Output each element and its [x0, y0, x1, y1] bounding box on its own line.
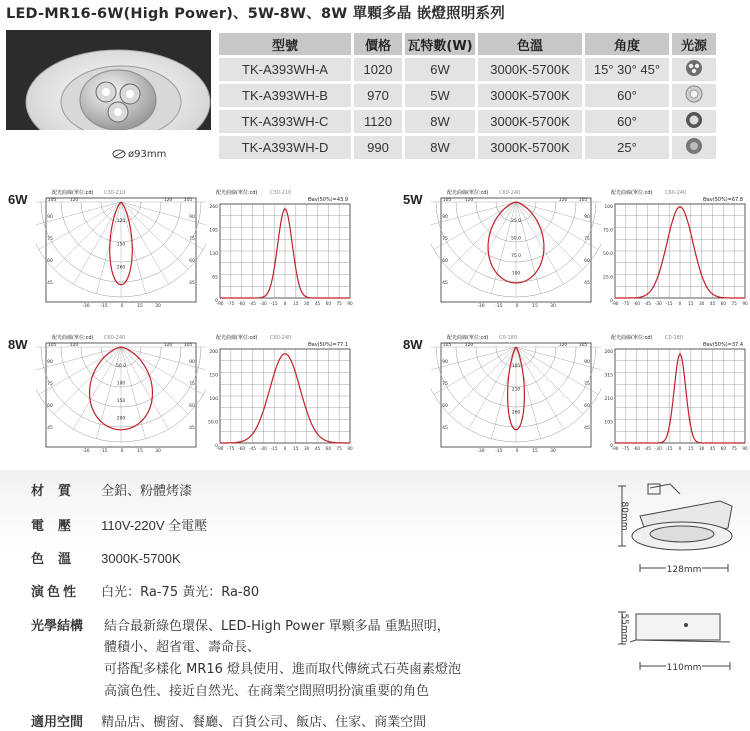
polar-top-label: 120	[464, 198, 474, 203]
polar-chart-title: 配光曲線(單位:cd)	[52, 335, 94, 341]
polar-left-label: 90	[47, 360, 53, 365]
polar-chart-code: C60-240	[104, 335, 126, 341]
table-row	[219, 136, 716, 159]
rect-chart	[601, 331, 750, 455]
mr16-bulb-icon	[683, 137, 705, 155]
rect-y-tick: 75.0	[602, 228, 613, 234]
rect-x-tick: 90	[347, 301, 353, 306]
wattage-label: 8W	[8, 337, 28, 352]
cct-value: 3000K-5700K	[101, 551, 181, 566]
cell-angle: 25°	[585, 136, 669, 159]
downlight-product-image	[6, 30, 211, 165]
polar-right-label: 60	[189, 259, 195, 264]
rect-eav-label: Θav(50%)=43.9	[307, 197, 348, 203]
polar-chart	[36, 186, 206, 310]
rect-eav-label: Θav(50%)=37.4	[702, 342, 743, 348]
cell-price: 990	[354, 136, 402, 159]
polar-bottom-label: -30	[82, 304, 90, 309]
rect-x-tick: -15	[270, 446, 278, 451]
cell-model: TK-A393WH-A	[219, 58, 351, 81]
rect-y-tick: 130	[209, 252, 218, 257]
rect-x-tick: -75	[227, 446, 235, 451]
optics-row	[31, 615, 97, 634]
polar-top-label: 105	[578, 198, 588, 203]
voltage-row	[31, 515, 207, 534]
polar-right-label: 90	[584, 215, 590, 220]
rect-y-tick: 260	[209, 205, 218, 210]
polar-bottom-label: -15	[495, 449, 503, 454]
polar-top-label: 120	[69, 343, 79, 348]
rect-x-tick: 0	[678, 446, 682, 451]
polar-left-label: 45	[47, 426, 53, 431]
cell-angle: 60°	[585, 84, 669, 107]
polar-ring-label: 210	[511, 387, 521, 393]
cri-label: 演色性	[31, 585, 80, 600]
cell-wattage: 8W	[405, 110, 475, 133]
wattage-label: 5W	[403, 192, 423, 207]
polar-top-label: 105	[183, 198, 193, 203]
header-wattage: 瓦特數(W)	[405, 33, 475, 55]
cell-model: TK-A393WH-B	[219, 84, 351, 107]
rect-x-tick: 30	[698, 301, 705, 306]
space-value: 精品店、櫥窗、餐廳、百貨公司、飯店、住家、商業空間	[101, 715, 427, 730]
table-row	[219, 110, 716, 133]
polar-left-label: 45	[442, 281, 448, 286]
rect-x-tick: 45	[314, 446, 321, 451]
rect-x-tick: 60	[325, 301, 332, 306]
polar-top-label: 120	[558, 198, 568, 203]
rect-x-tick: -15	[665, 446, 673, 451]
optics-line: 高演色性、接近自然光、在商業空間照明扮演重要的角色	[104, 684, 430, 699]
polar-left-label: 90	[47, 215, 53, 220]
polar-bottom-label: 30	[550, 304, 556, 309]
rect-x-tick: -90	[216, 301, 224, 306]
polar-ring-label: 25.0	[510, 219, 522, 224]
table-row	[219, 58, 716, 81]
polar-left-label: 90	[442, 360, 448, 365]
header-angle: 角度	[585, 33, 669, 55]
rect-chart-code: C60-240	[665, 190, 687, 196]
polar-right-label: 60	[189, 404, 195, 409]
rect-x-tick: -15	[665, 301, 673, 306]
polar-right-label: 75	[584, 237, 590, 242]
rect-x-tick: -45	[249, 446, 256, 451]
polar-bottom-label: -15	[100, 449, 108, 454]
cri-value: 白光：Ra-75 黃光：Ra-80	[101, 585, 260, 600]
optics-line: 結合最新綠色環保、LED-High Power 單顆多晶 重點照明，	[104, 619, 450, 634]
polar-top-label: 120	[558, 343, 568, 348]
led-bulb-icon	[683, 59, 705, 77]
polar-bottom-label: -15	[100, 304, 108, 309]
polar-ring-label: 105	[511, 364, 521, 369]
polar-right-label: 45	[189, 426, 195, 431]
cell-light-source	[672, 136, 716, 159]
rect-y-tick: 0	[215, 444, 218, 449]
rect-chart	[206, 186, 356, 310]
polar-top-label: 120	[163, 198, 173, 203]
rect-x-tick: -60	[238, 301, 246, 306]
polar-ring-label: 50.0	[115, 364, 127, 369]
diameter-icon	[112, 147, 126, 161]
rect-x-tick: -45	[644, 446, 651, 451]
polar-right-label: 75	[584, 382, 590, 387]
optics-line: 可搭配多樣化 MR16 燈具使用、進而取代傳統式石英鹵素燈泡	[104, 662, 462, 677]
polar-chart-code: C30-210	[104, 190, 126, 196]
rect-x-tick: 60	[720, 301, 727, 306]
cri-row	[31, 581, 259, 600]
spec-table	[216, 30, 719, 162]
polar-top-label: 120	[464, 343, 474, 348]
cell-light-source	[672, 110, 716, 133]
polar-right-label: 45	[584, 281, 590, 286]
polar-top-label: 105	[183, 343, 193, 348]
polar-bottom-label: 0	[120, 304, 124, 309]
dim-width-1: 128mm	[666, 565, 702, 575]
rect-x-tick: -30	[654, 446, 662, 451]
rect-x-tick: -75	[227, 301, 235, 306]
rect-x-tick: -30	[259, 446, 267, 451]
mr16-bulb-icon	[683, 111, 705, 129]
rect-x-tick: 45	[709, 446, 716, 451]
polar-chart-code: C0-180	[499, 335, 518, 341]
rect-x-tick: 75	[731, 301, 737, 306]
material-value: 全鋁、粉體烤漆	[101, 484, 193, 499]
rect-y-tick: 105	[604, 420, 613, 426]
cell-model: TK-A393WH-C	[219, 110, 351, 133]
rect-y-tick: 0	[610, 444, 613, 449]
polar-bottom-label: -30	[82, 449, 90, 454]
polar-top-label: 105	[47, 198, 57, 203]
cell-angle: 15° 30° 45°	[585, 58, 669, 81]
rect-x-tick: 60	[720, 446, 727, 451]
rect-x-tick: -60	[633, 446, 641, 451]
polar-chart-code: C60-240	[499, 190, 521, 196]
cell-color-temp: 3000K-5700K	[478, 84, 582, 107]
rect-x-tick: 90	[347, 446, 353, 451]
header-model: 型號	[219, 33, 351, 55]
rect-x-tick: -30	[259, 301, 267, 306]
voltage-label: 電壓	[31, 519, 86, 534]
cell-color-temp: 3000K-5700K	[478, 136, 582, 159]
rect-x-tick: -90	[216, 446, 224, 451]
rect-y-tick: 0	[610, 299, 613, 304]
rect-x-tick: -45	[644, 301, 651, 306]
diameter-label: ø93mm	[128, 149, 167, 160]
polar-bottom-label: -30	[477, 304, 485, 309]
rect-x-tick: 15	[688, 446, 694, 451]
polar-chart	[36, 331, 206, 455]
polar-left-label: 75	[442, 382, 448, 387]
wattage-label: 6W	[8, 192, 28, 207]
rect-x-tick: 0	[283, 301, 287, 306]
rect-x-tick: -45	[249, 301, 256, 306]
polar-bottom-label: -15	[495, 304, 503, 309]
polar-bottom-label: 30	[155, 449, 161, 454]
cell-wattage: 8W	[405, 136, 475, 159]
rect-chart-title: 配光曲線(單位:cd)	[216, 335, 258, 341]
rect-x-tick: 30	[303, 446, 310, 451]
rect-y-tick: 65	[212, 275, 218, 281]
rect-x-tick: 90	[742, 301, 748, 306]
polar-bottom-label: 0	[515, 304, 519, 309]
rect-y-tick: 50.0	[602, 252, 613, 257]
polar-right-label: 75	[189, 237, 195, 242]
material-row	[31, 480, 192, 499]
polar-ring-label: 200	[116, 416, 126, 422]
rect-x-tick: -60	[238, 446, 246, 451]
rect-x-tick: -75	[622, 446, 630, 451]
polar-ring-label: 50.0	[510, 236, 522, 242]
rect-chart-title: 配光曲線(單位:cd)	[611, 190, 653, 196]
rect-chart-title: 配光曲線(單位:cd)	[216, 190, 258, 196]
polar-right-label: 60	[584, 259, 590, 264]
polar-ring-label: 150	[116, 242, 126, 248]
voltage-value: 110V-220V 全電壓	[101, 518, 208, 533]
rect-x-tick: 45	[314, 301, 321, 306]
rect-chart	[206, 331, 356, 455]
rect-x-tick: 0	[283, 446, 287, 451]
polar-top-label: 120	[163, 343, 173, 348]
cct-label: 色溫	[31, 552, 86, 567]
header-light-source: 光源	[672, 33, 716, 55]
rect-x-tick: 30	[698, 446, 705, 451]
optics-label: 光學結構	[31, 619, 84, 634]
cell-angle: 60°	[585, 110, 669, 133]
rect-y-tick: 0	[215, 299, 218, 304]
rect-chart-code: C30-210	[270, 190, 292, 196]
rect-x-tick: -90	[611, 301, 619, 306]
polar-left-label: 60	[442, 259, 448, 264]
rect-eav-label: Θav(50%)=67.8	[702, 197, 743, 203]
polar-bottom-label: 30	[550, 449, 556, 454]
cell-price: 1120	[354, 110, 402, 133]
polar-left-label: 60	[47, 259, 53, 264]
rect-x-tick: -90	[611, 446, 619, 451]
rect-chart-code: C60-240	[270, 335, 292, 341]
polar-left-label: 45	[47, 281, 53, 286]
polar-top-label: 105	[442, 343, 452, 348]
polar-right-label: 45	[584, 426, 590, 431]
rect-y-tick: 100	[209, 397, 218, 402]
polar-top-label: 105	[442, 198, 452, 203]
rect-x-tick: 30	[303, 301, 310, 306]
cell-color-temp: 3000K-5700K	[478, 58, 582, 81]
polar-bottom-label: -30	[477, 449, 485, 454]
cell-wattage: 6W	[405, 58, 475, 81]
table-row	[219, 84, 716, 107]
rect-y-tick: 210	[604, 397, 613, 402]
polar-top-label: 105	[47, 343, 57, 348]
polar-chart	[431, 186, 601, 310]
polar-right-label: 45	[189, 281, 195, 286]
polar-bottom-label: 0	[515, 449, 519, 454]
polar-bottom-label: 15	[532, 449, 538, 454]
cell-color-temp: 3000K-5700K	[478, 110, 582, 133]
polar-bottom-label: 15	[137, 449, 143, 454]
rect-x-tick: 75	[336, 301, 342, 306]
wattage-label: 8W	[403, 337, 423, 352]
polar-bottom-label: 15	[137, 304, 143, 309]
rect-x-tick: 15	[688, 301, 694, 306]
rect-x-tick: -75	[622, 301, 630, 306]
polar-ring-label: 75.0	[510, 254, 522, 259]
polar-right-label: 75	[189, 382, 195, 387]
dimension-drawing-side	[600, 476, 750, 586]
rect-x-tick: 15	[293, 301, 299, 306]
polar-right-label: 60	[584, 404, 590, 409]
dim-height-1: 80mm	[619, 501, 629, 531]
page-title: LED-MR16-6W(High Power)、5W-8W、8W 單顆多晶 嵌燈照明系列	[6, 6, 505, 22]
rect-y-tick: 195	[209, 228, 218, 234]
optics-line: 體積小、超省電、壽命長、	[104, 640, 261, 655]
rect-x-tick: 90	[742, 446, 748, 451]
polar-ring-label: 120	[116, 219, 126, 224]
cell-price: 1020	[354, 58, 402, 81]
polar-bottom-label: 15	[532, 304, 538, 309]
header-color-temp: 色溫	[478, 33, 582, 55]
cell-price: 970	[354, 84, 402, 107]
polar-chart-title: 配光曲線(單位:cd)	[52, 190, 94, 196]
rect-chart-title: 配光曲線(單位:cd)	[611, 335, 653, 341]
cell-model: TK-A393WH-D	[219, 136, 351, 159]
rect-x-tick: 45	[709, 301, 716, 306]
polar-left-label: 75	[442, 237, 448, 242]
polar-left-label: 90	[442, 215, 448, 220]
rect-y-tick: 100	[604, 205, 613, 210]
cell-light-source	[672, 58, 716, 81]
table-header-row	[219, 33, 716, 55]
polar-ring-label: 260	[116, 265, 126, 271]
header-price: 價格	[354, 33, 402, 55]
polar-left-label: 60	[47, 404, 53, 409]
polar-top-label: 120	[69, 198, 79, 203]
rect-chart	[601, 186, 750, 310]
rect-x-tick: -60	[633, 301, 641, 306]
rect-y-tick: 50.0	[207, 420, 218, 426]
space-row	[31, 711, 426, 730]
space-label: 適用空間	[31, 715, 84, 730]
polar-left-label: 45	[442, 426, 448, 431]
dim-height-2: 55mm	[619, 613, 629, 643]
rect-x-tick: 75	[336, 446, 342, 451]
rect-y-tick: 150	[209, 373, 218, 379]
rect-chart-code: C0-180	[665, 335, 684, 341]
rect-x-tick: -30	[654, 301, 662, 306]
polar-chart	[431, 331, 601, 455]
rect-eav-label: Θav(50%)=77.1	[307, 342, 348, 348]
polar-right-label: 90	[584, 360, 590, 365]
polar-left-label: 60	[442, 404, 448, 409]
dim-width-2: 110mm	[666, 663, 702, 673]
dimension-drawing-front	[600, 600, 750, 685]
cell-wattage: 5W	[405, 84, 475, 107]
polar-ring-label: 260	[511, 410, 521, 416]
polar-left-label: 75	[47, 382, 53, 387]
rect-y-tick: 200	[209, 350, 218, 355]
polar-ring-label: 100	[511, 271, 521, 277]
rect-x-tick: 75	[731, 446, 737, 451]
polar-right-label: 90	[189, 215, 195, 220]
rect-x-tick: 60	[325, 446, 332, 451]
polar-top-label: 105	[578, 343, 588, 348]
polar-chart-title: 配光曲線(單位:cd)	[447, 335, 489, 341]
rect-y-tick: 315	[604, 373, 613, 379]
rect-y-tick: 260	[604, 350, 613, 355]
polar-bottom-label: 30	[155, 304, 161, 309]
rect-x-tick: 15	[293, 446, 299, 451]
rect-y-tick: 25.0	[602, 275, 613, 281]
polar-chart-title: 配光曲線(單位:cd)	[447, 190, 489, 196]
polar-ring-label: 100	[116, 381, 126, 387]
cct-row	[31, 548, 181, 567]
polar-right-label: 90	[189, 360, 195, 365]
mr16-bulb-icon	[683, 85, 705, 103]
polar-ring-label: 150	[116, 399, 126, 404]
polar-bottom-label: 0	[120, 449, 124, 454]
cell-light-source	[672, 84, 716, 107]
rect-x-tick: -15	[270, 301, 278, 306]
rect-x-tick: 0	[678, 301, 682, 306]
material-label: 材質	[31, 484, 86, 499]
polar-left-label: 75	[47, 237, 53, 242]
